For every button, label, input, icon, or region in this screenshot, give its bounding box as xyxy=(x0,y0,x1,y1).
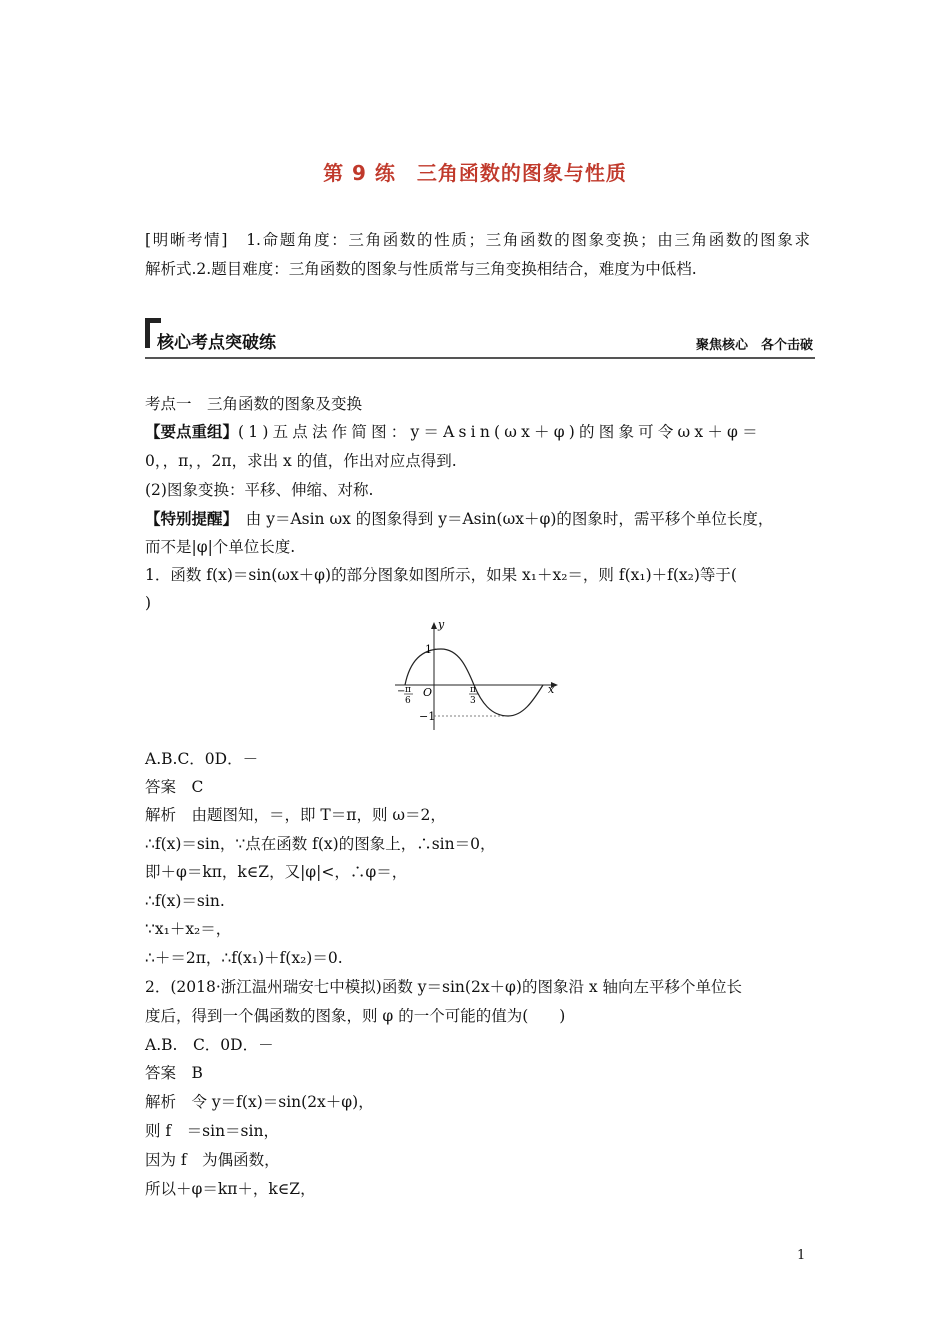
left-tick-num: π xyxy=(405,685,411,695)
page-title: 第 9 练 三角函数的图象与性质 xyxy=(323,161,627,185)
sine-graph xyxy=(395,618,565,733)
corner-bar-top xyxy=(145,318,161,323)
tick-one: 1 xyxy=(425,643,432,656)
q2-sol-2: 则 f ＝sin＝sin， xyxy=(145,1122,279,1140)
y-axis-arrow xyxy=(431,622,437,629)
intro-line-2: 解析式.2.题目难度：三角函数的图象与性质常与三角变换相结合，难度为中低档. xyxy=(145,260,697,278)
y-label: y xyxy=(438,618,445,631)
q1-answer: 答案 C xyxy=(145,778,204,796)
tebie-line-2: 而不是|φ|个单位长度. xyxy=(145,538,296,556)
left-tick-sign: − xyxy=(397,686,406,697)
yaodian-line-3: (2)图象变换：平移、伸缩、对称. xyxy=(145,481,374,499)
q1-sol-3: 即＋φ＝kπ，k∈Z，又|φ|<，∴φ＝， xyxy=(145,863,408,881)
q1-sol-5: ∵x₁＋x₂＝， xyxy=(145,920,232,938)
yaodian-label: 【要点重组】 xyxy=(145,422,239,441)
q2-sol-4: 所以＋φ＝kπ＋，k∈Z， xyxy=(145,1180,316,1198)
yaodian-text-1: (1)五点法作简图：y＝Asin(ωx＋φ)的图象可令ωx＋φ＝ xyxy=(238,423,762,441)
yaodian-line-2: 0，，π，，2π，求出 x 的值，作出对应点得到. xyxy=(145,452,457,470)
q2-stem-line-2: 度后，得到一个偶函数的图象，则 φ 的一个可能的值为( ) xyxy=(145,1007,566,1025)
origin-label: O xyxy=(423,686,433,699)
tebie-line-1 xyxy=(145,509,773,529)
q1-options: A.B.C．0D．－ xyxy=(145,750,259,768)
tick-neg-one: −1 xyxy=(419,710,436,723)
tebie-text-1: 由 y＝Asin ωx 的图象得到 y＝Asin(ωx＋φ)的图象时，需平移个单位长度， xyxy=(230,510,774,528)
section-subtitle: 聚焦核心 各个击破 xyxy=(695,338,813,353)
tebie-label: 【特别提醒】 xyxy=(145,509,231,528)
left-tick-den: 6 xyxy=(405,696,411,706)
q1-sol-2: ∴f(x)＝sin，∵点在函数 f(x)的图象上，∴sin＝0， xyxy=(145,835,496,853)
kaodian-heading: 考点一 三角函数的图象及变换 xyxy=(145,395,363,413)
q2-stem-line-1: 2．(2018·浙江温州瑞安七中模拟)函数 y＝sin(2x＋φ)的图象沿 x 轴向左平移个单位长 xyxy=(145,978,743,996)
q2-sol-3: 因为 f 为偶函数， xyxy=(145,1151,280,1169)
intro-line-1: [明晰考情] 1.命题角度：三角函数的性质；三角函数的图象变换；由三角函数的图象求 xyxy=(145,231,810,249)
q1-stem-line-1: 1．函数 f(x)＝sin(ωx＋φ)的部分图象如图所示，如果 x₁＋x₂＝，则 f(x₁)＋f(x₂)等于( xyxy=(145,566,737,584)
yaodian-line-1 xyxy=(145,422,810,442)
q2-sol-1: 解析 令 y＝f(x)＝sin(2x＋φ)， xyxy=(145,1093,374,1111)
q1-sol-4: ∴f(x)＝sin. xyxy=(145,892,225,910)
q2-options: A.B. C．0D．－ xyxy=(145,1036,274,1054)
page-number: 1 xyxy=(797,1248,806,1263)
x-label: x xyxy=(548,683,555,696)
right-tick-num: π xyxy=(470,685,476,695)
q1-sol-1: 解析 由题图知，＝，即 T＝π，则 ω＝2， xyxy=(145,806,446,824)
q1-stem-line-2: ) xyxy=(145,594,152,612)
section-header xyxy=(145,318,815,360)
right-tick-den: 3 xyxy=(470,696,476,706)
section-title: 核心考点突破练 xyxy=(157,333,276,353)
q2-answer: 答案 B xyxy=(145,1064,203,1082)
section-rule xyxy=(145,357,815,359)
q1-sol-6: ∴＋＝2π，∴f(x₁)＋f(x₂)＝0. xyxy=(145,949,343,967)
